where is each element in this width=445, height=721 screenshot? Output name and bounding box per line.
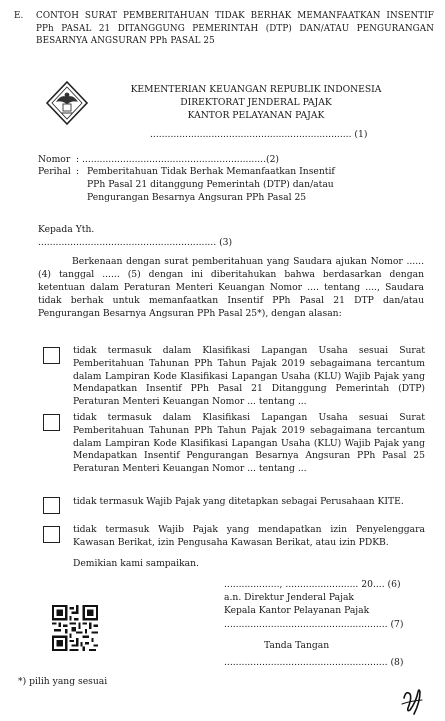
footnote: *) pilih yang sesuai — [18, 676, 108, 687]
body-paragraph — [38, 255, 424, 320]
perihal-line: Pengurangan Besarnya Angsuran PPh Pasal 25 — [87, 192, 307, 203]
closing-text: Demikian kami sampaikan. — [73, 558, 199, 569]
option-2-checkbox[interactable] — [43, 414, 60, 431]
letterhead — [96, 84, 416, 122]
recipient-salutation: Kepada Yth. — [38, 224, 95, 235]
signature-role-2: Kepala Kantor Pelayanan Pajak — [224, 605, 370, 616]
perihal-line: Pemberitahuan Tidak Berhak Memanfaatkan Insentif — [87, 166, 335, 177]
letterhead-directorate: DIREKTORAT JENDERAL PAJAK — [180, 96, 332, 108]
option-1-text: tidak termasuk dalam Klasifikasi Lapangan Usaha sesuai Surat Pemberitahuan Tahunan PPh Tahun Pajak 2019 sebagaimana tercantum dalam Lampiran Kode Klasifikasi Lapangan Usaha (KLU) Wajib Pajak yang Mendapatkan Insentif PPh Pasal 21 Ditanggung Pemerintah (DTP) Peraturan Menteri Keuangan Nomor ... tentang ... — [73, 345, 425, 408]
signature-date-line: ..................., ......................... 20.... (6) — [224, 579, 401, 590]
option-3-checkbox[interactable] — [43, 497, 60, 514]
section-label: E. — [14, 11, 24, 21]
letterhead-office: KANTOR PELAYANAN PAJAK — [187, 109, 325, 121]
handwritten-initial-mark — [398, 686, 426, 716]
option-4-text: tidak termasuk Wajib Pajak yang mendapatkan izin Penyelenggara Kawasan Berikat, izin Pengusaha Kawasan Berikat, atau izin PDKB. — [73, 524, 425, 548]
ministry-emblem-icon — [44, 80, 90, 126]
letterhead-office-name-line: ..................................................................... (1) — [150, 129, 368, 140]
body-text: Berkenaan dengan surat pemberitahuan yang Saudara ajukan Nomor ...... (4) tanggal ...... (5) dengan ini diberitahukan bahwa berdasarkan dengan ketentuan dalam Peraturan Menteri Keuangan Nomor .... tentang ...., Saudara tidak berhak untuk memanfaatkan Insentif PPh Pasal 21 DTP dan/atau Pengurangan Besarnya Angsuran PPh Pasal 25*), dengan alasan: — [38, 256, 424, 319]
signature-ttd: Tanda Tangan — [264, 640, 330, 651]
letterhead-ministry: KEMENTERIAN KEUANGAN REPUBLIK INDONESIA — [130, 84, 382, 95]
section-title-text: CONTOH SURAT PEMBERITAHUAN TIDAK BERHAK MEMANFAATKAN INSENTIF PPh PASAL 21 DITANGGUNG PEMERINTAH (DTP) DAN/ATAU PENGURANGAN BESARNYA ANGSURAN PPh PASAL 25 — [36, 11, 434, 47]
nomor-label: Nomor — [38, 154, 71, 165]
recipient-line: ............................................................. (3) — [38, 237, 233, 248]
qr-code-icon — [52, 605, 98, 651]
option-1-checkbox[interactable] — [43, 347, 60, 364]
signature-role-1: a.n. Direktur Jenderal Pajak — [224, 592, 355, 603]
option-4-checkbox[interactable] — [43, 526, 60, 543]
nomor-value: : ...............................................................(2) — [76, 154, 280, 165]
perihal-colon: : — [76, 166, 80, 177]
perihal-text — [87, 165, 387, 204]
perihal-line: PPh Pasal 21 ditanggung Pemerintah (DTP) dan/atau — [87, 179, 334, 190]
option-2-text: tidak termasuk dalam Klasifikasi Lapangan Usaha sesuai Surat Pemberitahuan Tahunan PPh Tahun Pajak 2019 sebagaimana tercantum dalam Lampiran Kode Klasifikasi Lapangan Usaha (KLU) Wajib Pajak yang Mendapatkan Insentif Pengurangan Besarnya Angsuran PPh Pasal 25 Peraturan Menteri Keuangan Nomor ... tentang ... — [73, 412, 425, 475]
section-title — [14, 10, 434, 48]
signature-name-line-1: ........................................................ (7) — [224, 619, 404, 630]
signature-name-line-2: ........................................................ (8) — [224, 657, 404, 668]
option-3-text: tidak termasuk Wajib Pajak yang ditetapkan sebagai Perusahaan KITE. — [73, 496, 404, 507]
perihal-label: Perihal — [38, 166, 71, 177]
